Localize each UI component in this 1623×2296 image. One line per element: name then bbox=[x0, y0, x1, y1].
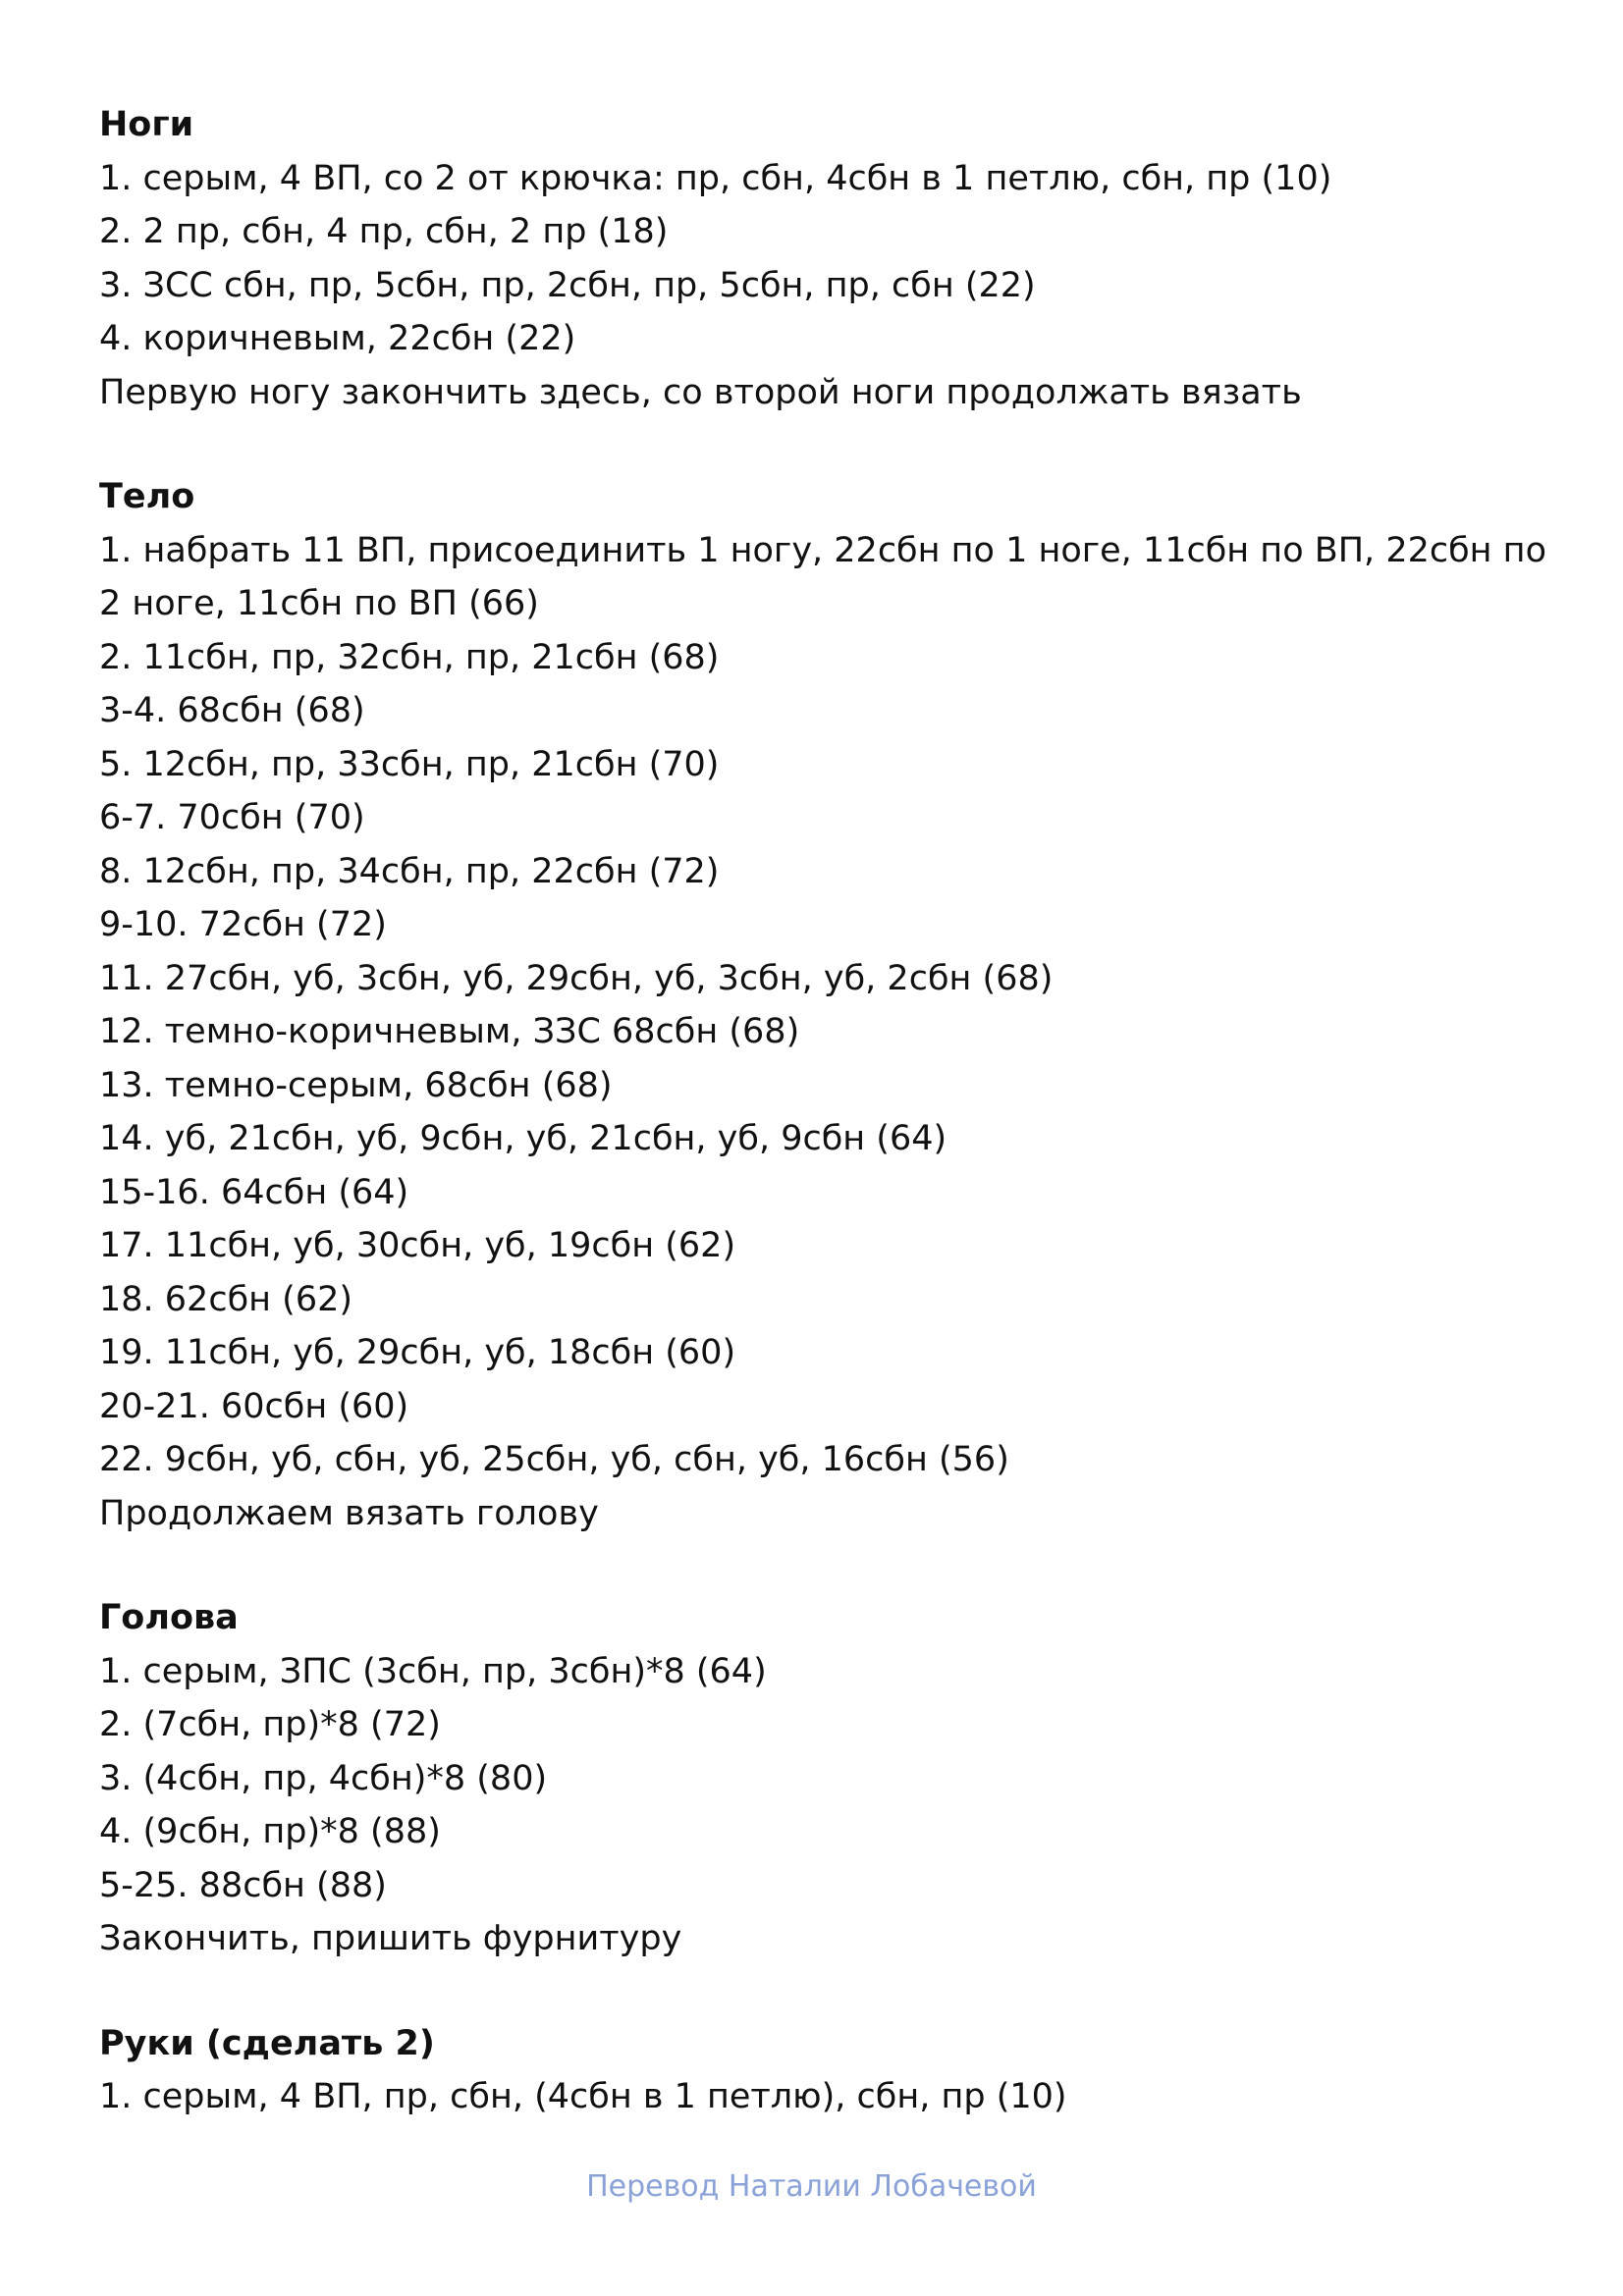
instruction-line: 1. серым, ЗПС (3сбн, пр, 3сбн)*8 (64) bbox=[99, 1651, 767, 1691]
instruction-line: 3. ЗСС сбн, пр, 5сбн, пр, 2сбн, пр, 5сбн, пр, сбн (22) bbox=[99, 265, 1036, 305]
instruction-line: 4. (9сбн, пр)*8 (88) bbox=[99, 1812, 441, 1851]
section-title-arms: Руки (сделать 2) bbox=[99, 2023, 435, 2063]
instruction-line: 15-16. 64сбн (64) bbox=[99, 1172, 409, 1212]
instruction-line: 5-25. 88сбн (88) bbox=[99, 1865, 387, 1905]
instruction-line: 1. набрать 11 ВП, присоединить 1 ногу, 22сбн по 1 ноге, 11сбн по ВП, 22сбн по 2 ноге, 11сбн по ВП (66) bbox=[99, 530, 1558, 623]
instruction-line: 12. темно-коричневым, ЗЗС 68сбн (68) bbox=[99, 1012, 800, 1051]
instruction-line: 3-4. 68сбн (68) bbox=[99, 691, 365, 730]
section-head bbox=[99, 1591, 1552, 1966]
section-legs bbox=[99, 98, 1552, 419]
instruction-line: 14. уб, 21сбн, уб, 9сбн, уб, 21сбн, уб, 9сбн (64) bbox=[99, 1119, 947, 1158]
document-body bbox=[99, 98, 1558, 2175]
section-title-legs: Ноги bbox=[99, 105, 194, 144]
instruction-line: 19. 11сбн, уб, 29сбн, уб, 18сбн (60) bbox=[99, 1333, 736, 1372]
section-title-body: Тело bbox=[99, 477, 195, 516]
instruction-line: Первую ногу закончить здесь, со второй ноги продолжать вязать bbox=[99, 372, 1302, 412]
instruction-line: 13. темно-серым, 68сбн (68) bbox=[99, 1065, 613, 1105]
instruction-line: 20-21. 60сбн (60) bbox=[99, 1386, 409, 1426]
section-body bbox=[99, 470, 1558, 1540]
instruction-line: 1. серым, 4 ВП, пр, сбн, (4сбн в 1 петлю), сбн, пр (10) bbox=[99, 2077, 1067, 2116]
instruction-line: 17. 11сбн, уб, 30сбн, уб, 19сбн (62) bbox=[99, 1226, 736, 1265]
instruction-line: 4. коричневым, 22сбн (22) bbox=[99, 319, 576, 358]
footer-translator-credit: Перевод Наталии Лобачевой bbox=[586, 2169, 1037, 2204]
instruction-line: 2. 11сбн, пр, 32сбн, пр, 21сбн (68) bbox=[99, 637, 720, 677]
instruction-line: 22. 9сбн, уб, сбн, уб, 25сбн, уб, сбн, уб, 16сбн (56) bbox=[99, 1440, 1009, 1479]
section-arms bbox=[99, 2017, 1552, 2124]
instruction-line: 6-7. 70сбн (70) bbox=[99, 798, 365, 837]
section-title-head: Голова bbox=[99, 1598, 239, 1637]
instruction-line: Закончить, пришить фурнитуру bbox=[99, 1919, 682, 1958]
instruction-line: 2. 2 пр, сбн, 4 пр, сбн, 2 пр (18) bbox=[99, 212, 669, 251]
instruction-line: 3. (4сбн, пр, 4сбн)*8 (80) bbox=[99, 1758, 548, 1798]
instruction-line: 9-10. 72сбн (72) bbox=[99, 905, 387, 944]
instruction-line: 1. серым, 4 ВП, со 2 от крючка: пр, сбн, 4сбн в 1 петлю, сбн, пр (10) bbox=[99, 158, 1332, 198]
instruction-line: 2. (7сбн, пр)*8 (72) bbox=[99, 1705, 441, 1744]
instruction-line: 11. 27сбн, уб, 3сбн, уб, 29сбн, уб, 3сбн, уб, 2сбн (68) bbox=[99, 958, 1054, 998]
instruction-line: 18. 62сбн (62) bbox=[99, 1279, 353, 1319]
instruction-line: 5. 12сбн, пр, 33сбн, пр, 21сбн (70) bbox=[99, 744, 720, 784]
instruction-line: Продолжаем вязать голову bbox=[99, 1493, 599, 1533]
instruction-line: 8. 12сбн, пр, 34сбн, пр, 22сбн (72) bbox=[99, 851, 720, 891]
